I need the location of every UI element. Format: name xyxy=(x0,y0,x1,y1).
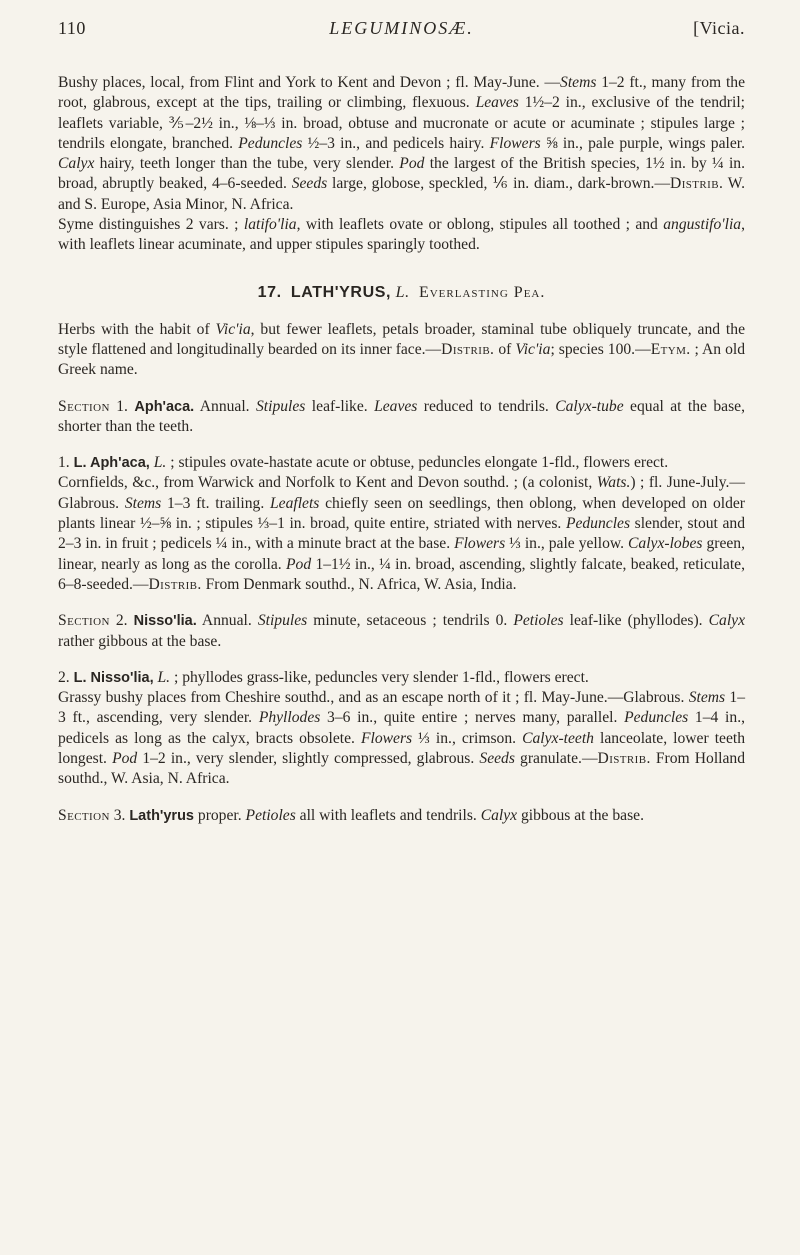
text: 1½–2 in., exclusive of the tendril; leaflets variable, ⅗–2½ in., ⅛–⅓ in. broad, obtuse and mucronate or acute or acuminate ; stipules large ; tendrils elongate, branched. xyxy=(58,94,745,152)
term: Peduncles xyxy=(565,515,631,533)
variety-name: latifo'lia xyxy=(243,216,297,234)
text: slender, stout and 2–3 in. in fruit ; pedicels ¼ in., with a minute bract at the base. xyxy=(58,515,745,553)
text: , with leaflets ovate or oblong, stipules all toothed ; and xyxy=(296,216,664,234)
term: Calyx xyxy=(480,806,518,824)
term: Flowers xyxy=(454,535,506,553)
species-name: L. Nisso'lia, xyxy=(73,669,154,686)
genus-name: LATH'YRUS, xyxy=(290,283,392,301)
text: Grassy bushy places from Cheshire southd., and as an escape north of it ; fl. May-June.—Glabrous. xyxy=(58,689,689,707)
text: all with leaflets and tendrils. xyxy=(295,806,481,824)
term: Stems xyxy=(560,74,597,91)
text: ⅓ in., crimson. xyxy=(412,729,523,747)
term: Stems xyxy=(688,689,726,707)
species-number: 2. xyxy=(58,668,74,686)
text: , but fewer leaflets, petals broader, staminal tube obliquely truncate, and the style flattened and longitudinally bearded on its inner face.— xyxy=(58,320,745,358)
species-2-description xyxy=(58,688,745,789)
species-1-description xyxy=(58,473,745,595)
section-label: Section xyxy=(58,612,110,630)
text: the largest of the British species, 1½ in. by ¼ in. broad, abruptly beaked, 4–6-seeded. xyxy=(58,155,745,193)
text: ) ; fl. June-July.—Glabrous. xyxy=(58,474,745,512)
text: chiefly seen on seedlings, then oblong, when developed on older plants linear ½–⅝ in. ; stipules ⅓–1 in. broad, quite entire, striated with nerves. xyxy=(58,494,745,533)
text: equal at the base, shorter than the teeth. xyxy=(58,397,745,435)
text: reduced to tendrils. xyxy=(417,397,556,415)
distrib-label: Distrib. xyxy=(670,175,724,193)
text: 3–6 in., quite entire ; nerves many, parallel. xyxy=(320,709,625,727)
term: Leaflets xyxy=(269,494,320,512)
genus-number: 17. xyxy=(257,283,282,301)
species-authority: L. xyxy=(149,454,167,472)
section-number: 1. xyxy=(109,397,135,415)
page-number: 110 xyxy=(58,18,86,38)
text: lanceolate, lower teeth longest. xyxy=(58,729,746,768)
etym-label: Etym. xyxy=(650,340,691,358)
term: Phyllodes xyxy=(258,709,321,727)
text: proper. xyxy=(194,806,246,824)
text: of xyxy=(494,340,516,358)
term: Leaves xyxy=(374,397,418,415)
species-2-heading xyxy=(58,668,745,688)
text: gibbous at the base. xyxy=(517,806,644,824)
term: Flowers xyxy=(361,729,413,747)
section-1-description xyxy=(58,397,745,438)
section-number: 3. xyxy=(109,806,130,824)
term: Calyx xyxy=(58,155,95,173)
term: Pod xyxy=(286,555,312,573)
term: Seeds xyxy=(479,750,515,768)
distrib-label: Distrib. xyxy=(597,750,651,768)
text: From Denmark southd., N. Africa, W. Asia, India. xyxy=(201,575,517,593)
genus-heading xyxy=(58,284,745,302)
section-3-description xyxy=(58,806,745,826)
term: Stems xyxy=(124,494,162,512)
term: Peduncles xyxy=(624,709,689,727)
text: 1–2 in., very slender, slightly compressed, glabrous. xyxy=(137,750,480,768)
section-number: 2. xyxy=(109,612,134,630)
section-name: Lath'yrus xyxy=(129,807,194,824)
term: Calyx-teeth xyxy=(522,729,594,747)
term: Calyx-tube xyxy=(555,397,624,415)
variety-name: angustifo'lia xyxy=(663,216,742,234)
species-number: 1. xyxy=(58,454,74,472)
text: hairy, teeth longer than the tube, very slender. xyxy=(94,155,400,173)
distrib-label: Distrib. xyxy=(441,340,495,358)
text: Annual. xyxy=(196,612,258,630)
section-label: Section xyxy=(58,397,110,415)
text: green, linear, nearly as long as the corolla. xyxy=(58,535,745,573)
text: ⅓ in., pale yellow. xyxy=(505,535,628,553)
text: leaf-like (phyllodes). xyxy=(563,612,709,630)
text: From Holland southd., W. Asia, N. Africa. xyxy=(58,750,746,788)
text: ; species 100.— xyxy=(550,340,651,358)
text: , with leaflets linear acuminate, and upper stipules sparingly toothed. xyxy=(58,216,745,254)
text: 1–3 ft., ascending, very slender. xyxy=(58,689,745,727)
text: ; stipules ovate-hastate acute or obtuse, peduncles elongate 1-fld., flowers erect. xyxy=(166,454,669,472)
section-2-description xyxy=(58,611,745,652)
term: Petioles xyxy=(245,806,296,824)
vicia-continuation-paragraph xyxy=(58,73,745,215)
term: Leaves xyxy=(475,94,519,112)
text: 1–1½ in., ¼ in. broad, ascending, slightly falcate, beaked, reticulate, 6–8-seeded.— xyxy=(58,555,746,593)
text: Bushy places, local, from Flint and York to Kent and Devon ; fl. May-June. — xyxy=(58,74,561,91)
text: 1–2 ft., many from the root, glabrous, except at the tips, trailing or climbing, flexuous. xyxy=(58,74,746,112)
text: ⅝ in., pale purple, wings paler. xyxy=(540,134,745,152)
text: W. and S. Europe, Asia Minor, N. Africa. xyxy=(58,175,745,213)
term: Pod xyxy=(399,155,425,173)
term: Stipules xyxy=(256,397,306,415)
distrib-label: Distrib. xyxy=(148,575,202,593)
genus-description xyxy=(58,320,745,381)
term: Calyx-lobes xyxy=(628,535,703,553)
term: Peduncles xyxy=(238,134,303,152)
section-name: Aph'aca. xyxy=(134,398,195,415)
text: leaf-like. xyxy=(305,397,375,415)
text: 1–3 ft. trailing. xyxy=(161,494,270,512)
running-head xyxy=(58,18,745,39)
text: Cornfields, &c., from Warwick and Norfolk to Kent and Devon southd. ; (a colonist, xyxy=(58,474,597,492)
running-title: LEGUMINOSÆ. xyxy=(329,18,474,38)
section-label: Section xyxy=(58,806,110,824)
species-1-heading xyxy=(58,453,745,473)
text: granulate.— xyxy=(514,750,598,768)
text: 1–4 in., pedicels as long as the calyx, bracts obsolete. xyxy=(58,709,745,747)
varieties-paragraph xyxy=(58,215,745,256)
section-name: Nisso'lia. xyxy=(133,613,197,630)
citation: Wats. xyxy=(596,474,631,492)
text: ; An old Greek name. xyxy=(58,340,746,379)
species-authority: L. xyxy=(153,668,171,686)
text: rather gibbous at the base. xyxy=(58,632,222,650)
running-genus: [Vicia. xyxy=(693,18,745,38)
genus-common-name: Everlasting Pea. xyxy=(418,283,546,301)
text: Herbs with the habit of xyxy=(58,320,216,338)
text: minute, setaceous ; tendrils 0. xyxy=(307,612,514,630)
taxon-name: Vic'ia xyxy=(515,340,551,358)
text: ; phyllodes grass-like, peduncles very slender 1-fld., flowers erect. xyxy=(170,668,589,686)
term: Stipules xyxy=(257,612,308,630)
text: Annual. xyxy=(194,397,256,415)
term: Seeds xyxy=(291,175,328,193)
text: ½–3 in., and pedicels hairy. xyxy=(302,134,490,152)
term: Petioles xyxy=(513,612,564,630)
taxon-name: Vic'ia xyxy=(215,320,251,338)
species-name: L. Aph'aca, xyxy=(73,455,150,472)
term: Pod xyxy=(112,750,138,768)
text: large, globose, speckled, ⅙ in. diam., dark-brown.— xyxy=(327,175,671,193)
genus-authority: L. xyxy=(395,283,410,301)
term: Calyx xyxy=(708,612,746,630)
term: Flowers xyxy=(489,134,541,152)
text: Syme distinguishes 2 vars. ; xyxy=(58,216,244,234)
